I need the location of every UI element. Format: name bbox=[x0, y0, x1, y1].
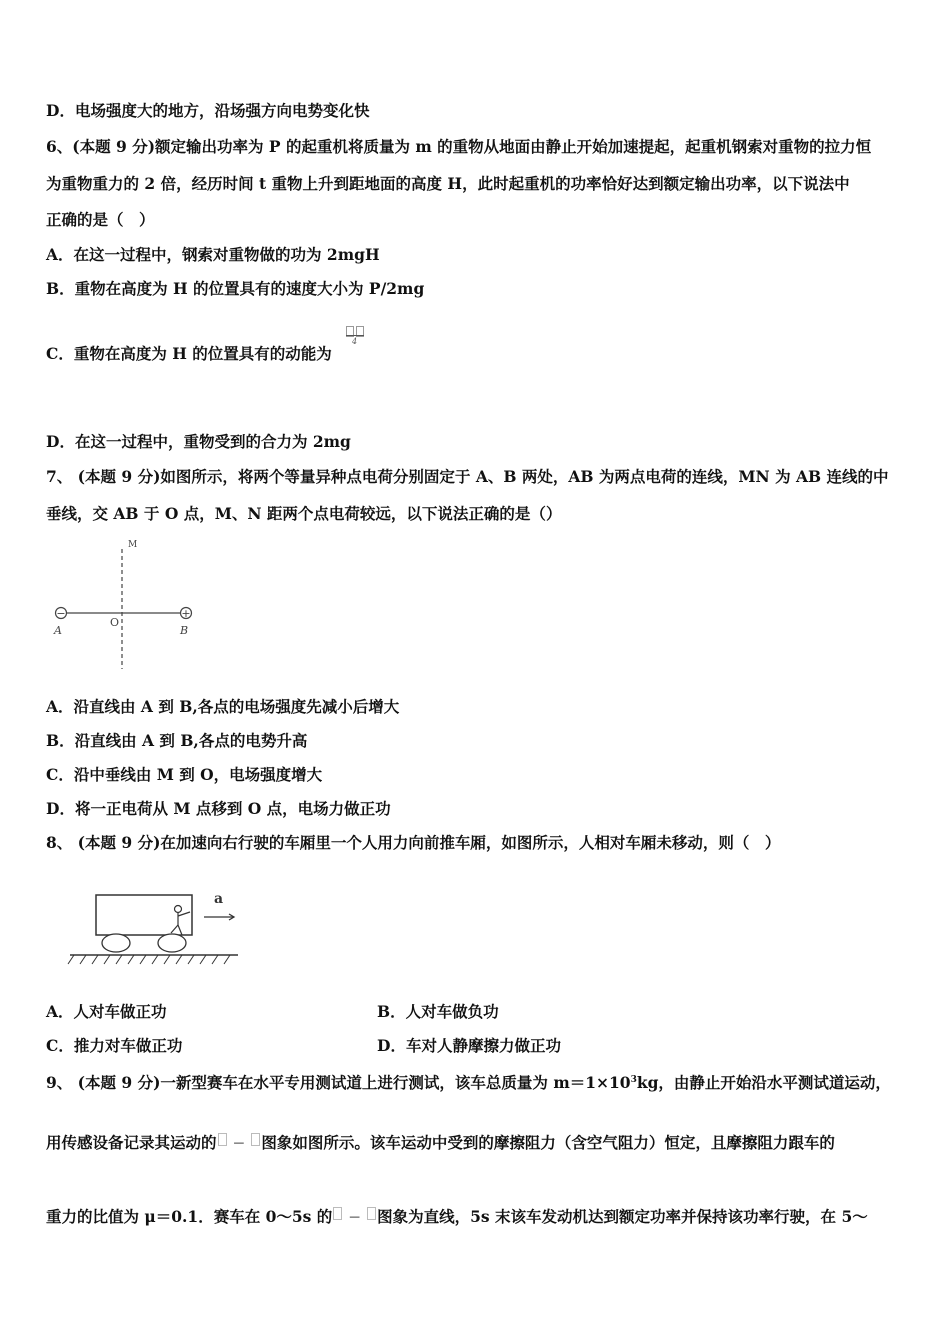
q9-line3-text: 重力的比值为 μ＝0.1．赛车在 0～5s 的 bbox=[46, 1207, 333, 1226]
missing-glyph-icon bbox=[367, 1207, 376, 1220]
q8-stem: 8、 (本题 9 分)在加速向右行驶的车厢里一个人用力向前推车厢，如图所示，人相对车厢未移动，则（ ） bbox=[46, 833, 781, 852]
q7-option-b: B．沿直线由 A 到 B,各点的电势升高 bbox=[46, 731, 308, 750]
q6-option-c-denominator: 4 bbox=[352, 337, 358, 346]
missing-glyph-icon bbox=[333, 1207, 342, 1220]
q5-option-d: D．电场强度大的地方，沿场强方向电势变化快 bbox=[46, 101, 370, 120]
ground-hatching bbox=[68, 955, 230, 964]
missing-glyph-icon bbox=[218, 1133, 227, 1146]
label-o: O bbox=[110, 616, 120, 629]
q7-stem-line1: 7、 (本题 9 分)如图所示，将两个等量异种点电荷分别固定于 A、B 两处，AB 为两点电荷的连线，MN 为 AB 连线的中 bbox=[46, 467, 889, 486]
q9-line2-dash: − bbox=[227, 1134, 251, 1152]
q9-stem-line3 bbox=[46, 1207, 868, 1227]
q9-line2-text: 用传感设备记录其运动的 bbox=[46, 1133, 217, 1152]
q9-line1-exponent: 3 bbox=[630, 1075, 637, 1085]
q9-line1-unit: kg，由静止开始沿水平测试道运动， bbox=[636, 1073, 891, 1093]
q7-option-d: D．将一正电荷从 M 点移到 O 点，电场力做正功 bbox=[46, 799, 391, 818]
q8-option-d: D．车对人静摩擦力做正功 bbox=[377, 1036, 561, 1055]
q8-figure bbox=[66, 885, 246, 970]
q6-option-d: D．在这一过程中，重物受到的合力为 2mg bbox=[46, 432, 351, 451]
q6-stem-line1: 6、(本题 9 分)额定输出功率为 P 的起重机将质量为 m 的重物从地面由静止开始加速提起，起重机钢索对重物的拉力恒 bbox=[46, 137, 872, 156]
q9-line3-rest: 图象为直线，5s 末该车发动机达到额定功率并保持该功率行驶，在 5～ bbox=[377, 1207, 868, 1226]
q6-stem-line3: 正确的是（ ） bbox=[46, 210, 155, 229]
q7-option-a: A．沿直线由 A 到 B,各点的电场强度先减小后增大 bbox=[46, 697, 400, 716]
q6-stem-line2: 为重物重力的 2 倍，经历时间 t 重物上升到距地面的高度 H，此时起重机的功率恰好达到额定输出功率，以下说法中 bbox=[46, 174, 850, 193]
q9-stem-line2 bbox=[46, 1133, 835, 1153]
front-wheel bbox=[158, 934, 186, 952]
q6-option-c-fraction bbox=[344, 320, 368, 354]
q8-option-a: A．人对车做正功 bbox=[46, 1002, 167, 1021]
missing-glyph-icon bbox=[251, 1133, 260, 1146]
q9-stem-line1 bbox=[46, 1070, 891, 1093]
label-b: B bbox=[180, 624, 189, 637]
q6-option-a: A．在这一过程中，钢索对重物做的功为 2mgH bbox=[46, 245, 380, 264]
label-m: M bbox=[128, 540, 138, 550]
q8-option-b: B．人对车做负功 bbox=[377, 1002, 499, 1021]
q8-option-c: C．推力对车做正功 bbox=[46, 1036, 183, 1055]
label-a: A bbox=[54, 624, 62, 637]
q9-line3-dash: − bbox=[343, 1208, 367, 1226]
q7-option-c: C．沿中垂线由 M 到 O，电场强度增大 bbox=[46, 765, 323, 784]
q6-option-c: C．重物在高度为 H 的位置具有的动能为 bbox=[46, 344, 332, 363]
q7-figure bbox=[46, 535, 206, 675]
q9-line2-rest: 图象如图所示。该车运动中受到的摩擦阻力（含空气阻力）恒定，且摩擦阻力跟车的 bbox=[261, 1133, 835, 1152]
q9-line1-text: 9、 (本题 9 分)一新型赛车在水平专用测试道上进行测试，该车总质量为 m＝1×10 bbox=[46, 1073, 631, 1093]
q6-option-b: B．重物在高度为 H 的位置具有的速度大小为 P/2mg bbox=[46, 279, 425, 298]
rear-wheel bbox=[102, 934, 130, 952]
q7-stem-line2: 垂线，交 AB 于 O 点，M、N 距两个点电荷较远，以下说法正确的是（） bbox=[46, 504, 562, 523]
acceleration-label: a bbox=[214, 891, 224, 907]
charge-b-sign: + bbox=[181, 607, 191, 620]
charge-a-sign: − bbox=[56, 607, 66, 620]
